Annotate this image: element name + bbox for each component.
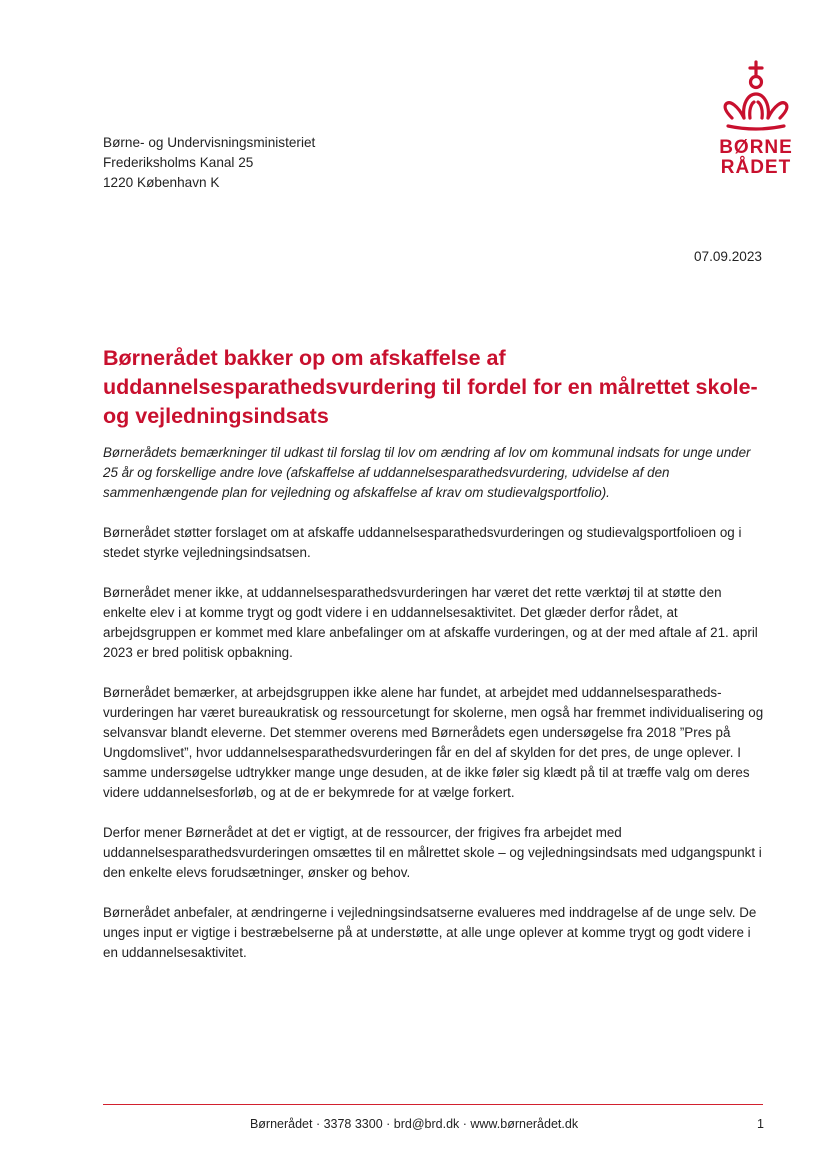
letter-body [103,523,767,983]
body-paragraph: Børnerådet mener ikke, at uddannelsesparathedsvurderingen har været det rette værktøj til at støtte den enkelte elev i at komme trygt og godt videre i en uddannelsesaktivitet. Det glæder derfor rådet, at arbejdsgruppen er kommet med klare anbefalinger om at afskaffe vurderingen, og at der med aftale af 21. april 2023 er bred politisk opbakning. [103,585,758,660]
subtitle: Børnerådets bemærkninger til udkast til forslag til lov om ændring af lov om kommunal indsats for unge under 25 år og forskellige andre love (afskaffelse af uddannelsesparathedsvurdering, udvidelse af den sammenhængende plan for vejledning og afskaffelse af krav om studievalgsportfolio). [103,445,751,500]
recipient-address [103,133,315,193]
footer-contact: Børnerådet · 3378 3300 · brd@brd.dk · www.børnerådet.dk [249,1117,579,1131]
logo-line1: BØRNE [719,137,793,158]
crown-icon [720,60,792,136]
body-paragraph: Derfor mener Børnerådet at det er vigtigt, at de ressourcer, der frigives fra arbejdet med uddannelsesparathedsvurderingen omsættes til en målrettet skole – og vejledningsindsats med udgangspunkt i den enkelte elevs forudsætninger, ønsker og behov. [103,825,762,880]
page-title: Børnerådet bakker op om afskaffelse af uddannelsesparathedsvurdering til fordel for en målrettet skole- og vejledningsindsats [103,346,758,428]
body-paragraph: Børnerådet anbefaler, at ændringerne i vejledningsindsatserne evalueres med inddragelse af de unge selv. De unges input er vigtige i bestræbelserne på at understøtte, at alle unge oplever at komme trygt og godt videre i en uddannelsesaktivitet. [103,905,757,960]
letter-date: 07.09.2023 [693,249,762,264]
body-paragraph: Børnerådet bemærker, at arbejdsgruppen ikke alene har fundet, at arbejdet med uddannelsesparathedsvurderingen har været bureaukratisk og ressourcetungt for skolerne, men også har fremmet individualisering og selvansvar blandt eleverne. Det stemmer overens med Børnerådets egen undersøgelse fra 2018 ”Pres på Ungdomslivet”, hvor uddannelsesparathedsvurderingen får en del af skylden for det pres, de unge oplever. I samme undersøgelse udtrykker mange unge desuden, at de ikke føler sig klædt på til at træffe valg om deres videre uddannelsesforløb, og at de er bekymrede for at vælge forkert. [103,685,764,800]
footer-divider [103,1104,763,1105]
recipient-street: Frederiksholms Kanal 25 [103,155,254,170]
page-number: 1 [757,1117,764,1131]
borneraadet-logo [714,60,798,186]
recipient-name: Børne- og Undervisningsministeriet [103,135,316,150]
body-paragraph: Børnerådet støtter forslaget om at afskaffe uddannelsesparathedsvurderingen og studievalgsportfolioen og i stedet styrke vejledningsindsatsen. [103,525,742,560]
recipient-city: 1220 København K [103,175,220,190]
logo-line2: RÅDET [720,157,792,178]
